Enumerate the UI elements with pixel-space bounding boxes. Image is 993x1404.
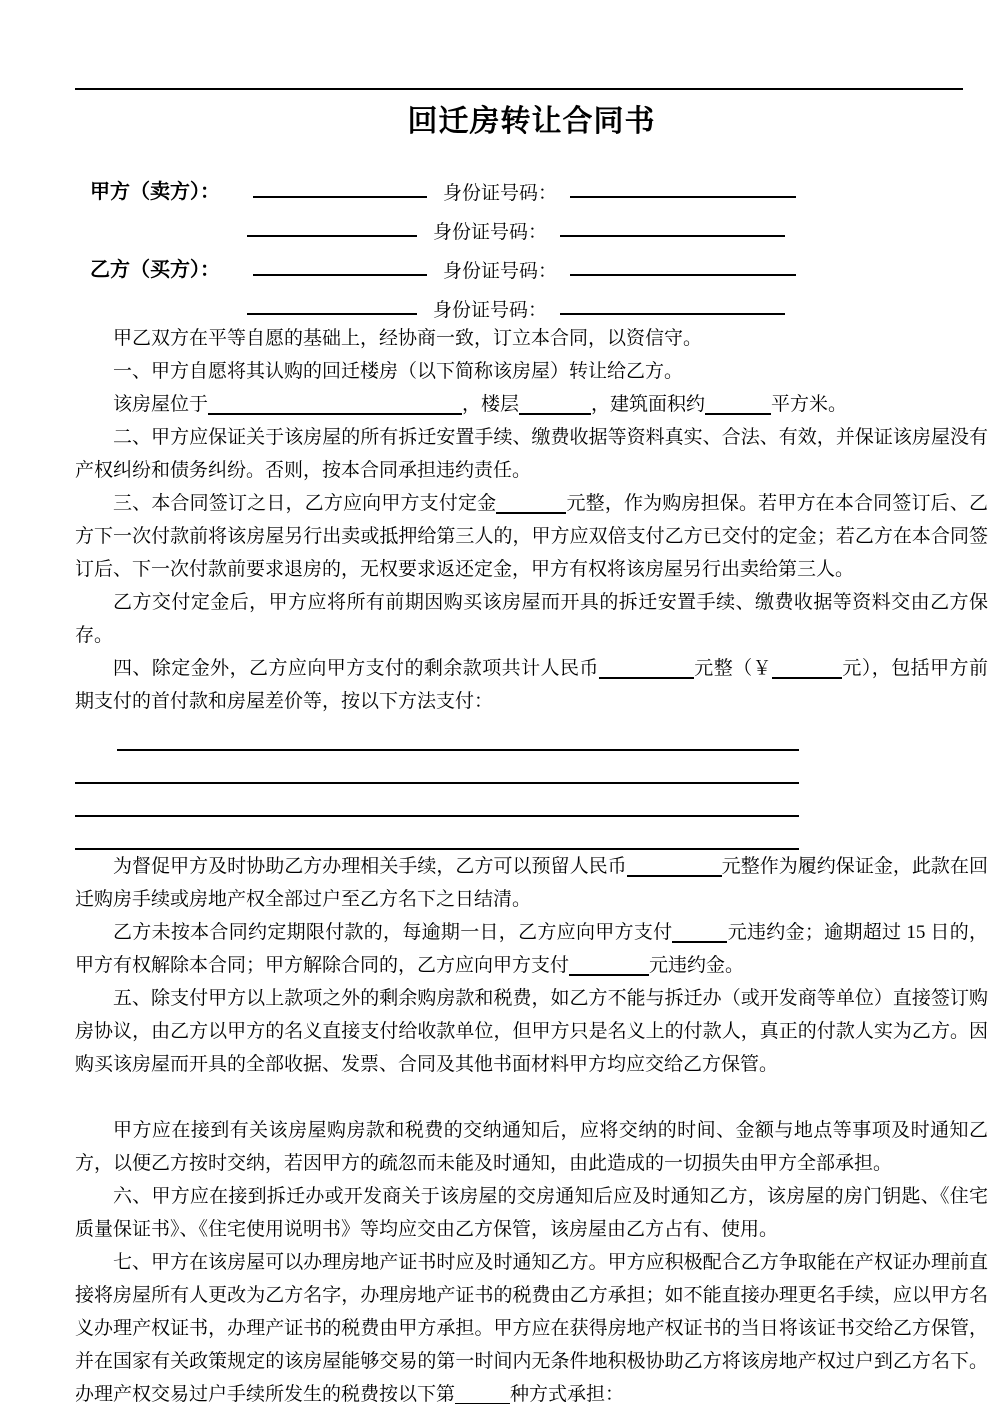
paragraph-text: 五、除支付甲方以上款项之外的剩余购房款和税费，如乙方不能与拆迁办（或开发商等单位）直接签订购房协议，由乙方以甲方的名义直接支付给收款单位，但甲方只是名义上的付款人，真正的付款人实为乙方。因购买该房屋而开具的全部收据、发票、合同及其他书面材料甲方均应交给乙方保管。 (75, 988, 988, 1075)
paragraph-text: 元整（￥ (693, 658, 772, 679)
deposit-docs (75, 586, 988, 652)
paragraph-text: 元），包括甲方前期支付的首付款和房屋差价等，按以下方法支付： (75, 658, 988, 712)
party-b-name-blank[interactable] (253, 274, 427, 276)
clause-5 (75, 982, 988, 1081)
party-a2-id-blank[interactable] (560, 235, 785, 237)
house-location (75, 388, 988, 421)
blank-line-spacer (75, 1081, 988, 1114)
party-a-id-blank[interactable] (570, 196, 796, 198)
party-b-id-blank[interactable] (570, 274, 796, 276)
clause-2 (75, 421, 988, 487)
paragraph-text: 甲方应在接到有关该房屋购房款和税费的交纳通知后，应将交纳的时间、金额与地点等事项及时通知乙方，以便乙方按时交纳，若因甲方的疏忽而未能及时通知，由此造成的一切损失由甲方全部承担。 (75, 1120, 988, 1174)
paragraph-text: 种方式承担： (510, 1384, 625, 1404)
party-row-a1 (75, 170, 988, 209)
paragraph-text: 平方米。 (771, 394, 848, 415)
late-payment-penalty (75, 916, 988, 982)
fill-in-blank[interactable] (599, 658, 694, 679)
paragraph-text: ，建筑面积约 (591, 394, 706, 415)
paragraph-text: 为督促甲方及时协助乙方办理相关手续，乙方可以预留人民币 (113, 856, 627, 877)
id-label: 身份证号码： (433, 222, 548, 243)
fill-in-blank[interactable] (569, 955, 649, 976)
header-rule (75, 88, 963, 90)
clause-3 (75, 487, 988, 586)
fill-in-blank[interactable] (772, 658, 842, 679)
clause-6 (75, 1180, 988, 1246)
paragraph-text: 元整，作为购房担保。若甲方在本合同签订后、乙方下一次付款前将该房屋另行出卖或抵押给第三人的，甲方应双倍支付乙方已交付的定金；若乙方在本合同签订后、下一次付款前要求退房的，无权要求返还定金，甲方有权将该房屋另行出卖给第三人。 (75, 493, 988, 580)
paragraph-text: ，楼层 (462, 394, 520, 415)
paragraph-text: 一、甲方自愿将其认购的回迁楼房（以下简称该房屋）转让给乙方。 (113, 361, 684, 382)
id-label: 身份证号码： (443, 183, 558, 204)
clause-7 (75, 1246, 988, 1404)
fill-in-blank[interactable] (705, 394, 771, 415)
party-b-label: 乙方（买方）： (90, 259, 220, 281)
paragraph-text: 二、甲方应保证关于该房屋的所有拆迁安置手续、缴费收据等资料真实、合法、有效，并保证该房屋没有产权纠纷和债务纠纷。否则，按本合同承担违约责任。 (75, 427, 988, 481)
party-a-name-blank[interactable] (253, 196, 427, 198)
id-label: 身份证号码： (443, 261, 558, 282)
payment-notice (75, 1114, 988, 1180)
party-a2-name-blank[interactable] (247, 235, 417, 237)
paragraph-text: 该房屋位于 (113, 394, 209, 415)
paragraph-text: 七、甲方在该房屋可以办理房地产证书时应及时通知乙方。甲方应积极配合乙方争取能在产权证办理前直接将房屋所有人更改为乙方名字，办理房地产证书的税费由乙方承担；如不能直接办理更名手续，应以甲方名义办理产权证书，办理产证书的税费由甲方承担。甲方应在获得房地产权证书的当日将该证书交给乙方保管，并在国家有关政策规定的该房屋能够交易的第一时间内无条件地积极协助乙方将该房地产权过户到乙方名下。办理产权交易过户手续所发生的税费按以下第 (75, 1252, 988, 1404)
party-row-b2 (75, 287, 988, 326)
document-title: 回迁房转让合同书 (407, 105, 656, 138)
fill-in-line[interactable] (75, 817, 799, 850)
paragraph-text: 乙方未按本合同约定期限付款的，每逾期一日，乙方应向甲方支付 (113, 922, 673, 943)
fill-in-blank[interactable] (496, 493, 566, 514)
paragraph-text: 乙方交付定金后，甲方应将所有前期因购买该房屋而开具的拆迁安置手续、缴费收据等资料交由乙方保存。 (75, 592, 988, 646)
paragraph-text: 六、甲方应在接到拆迁办或开发商关于该房屋的交房通知后应及时通知乙方，该房屋的房门钥匙、《住宅质量保证书》、《住宅使用说明书》等均应交由乙方保管，该房屋由乙方占有、使用。 (75, 1186, 988, 1240)
paragraph-text: 三、本合同签订之日，乙方应向甲方支付定金 (113, 493, 497, 514)
fill-in-blank[interactable] (455, 1384, 510, 1404)
clause-4 (75, 652, 988, 718)
party-b2-name-blank[interactable] (247, 313, 417, 315)
party-row-b1 (75, 248, 988, 287)
fill-in-blank[interactable] (208, 394, 462, 415)
fill-in-line[interactable] (75, 784, 799, 817)
clause-1 (75, 355, 988, 388)
fill-in-line[interactable] (75, 751, 799, 784)
paragraph-text: 四、除定金外，乙方应向甲方支付的剩余款项共计人民币 (113, 658, 599, 679)
paragraph-text: 甲乙双方在平等自愿的基础上，经协商一致，订立本合同，以资信守。 (113, 328, 703, 349)
paragraph-text: 元整作为履约保证金，此款在回迁购房手续或房地产权全部过户至乙方名下之日结清。 (75, 856, 988, 910)
party-row-a2 (75, 209, 988, 248)
party-a-label: 甲方（卖方）： (90, 181, 220, 203)
fill-in-blank[interactable] (672, 922, 727, 943)
guarantee-deposit (75, 850, 988, 916)
intro (75, 322, 988, 355)
id-label: 身份证号码： (433, 300, 548, 321)
paragraph-text: 元违约金；逾期超过 15 日的，甲方有权解除本合同；甲方解除合同的，乙方应向甲方支付 (75, 922, 988, 976)
paragraph-text: 元违约金。 (649, 955, 745, 976)
party-block (75, 170, 988, 326)
fill-in-blank[interactable] (627, 856, 722, 877)
party-b2-id-blank[interactable] (560, 313, 785, 315)
fill-in-line[interactable] (117, 718, 799, 751)
contract-body (75, 322, 988, 1404)
fill-in-blank[interactable] (519, 394, 591, 415)
